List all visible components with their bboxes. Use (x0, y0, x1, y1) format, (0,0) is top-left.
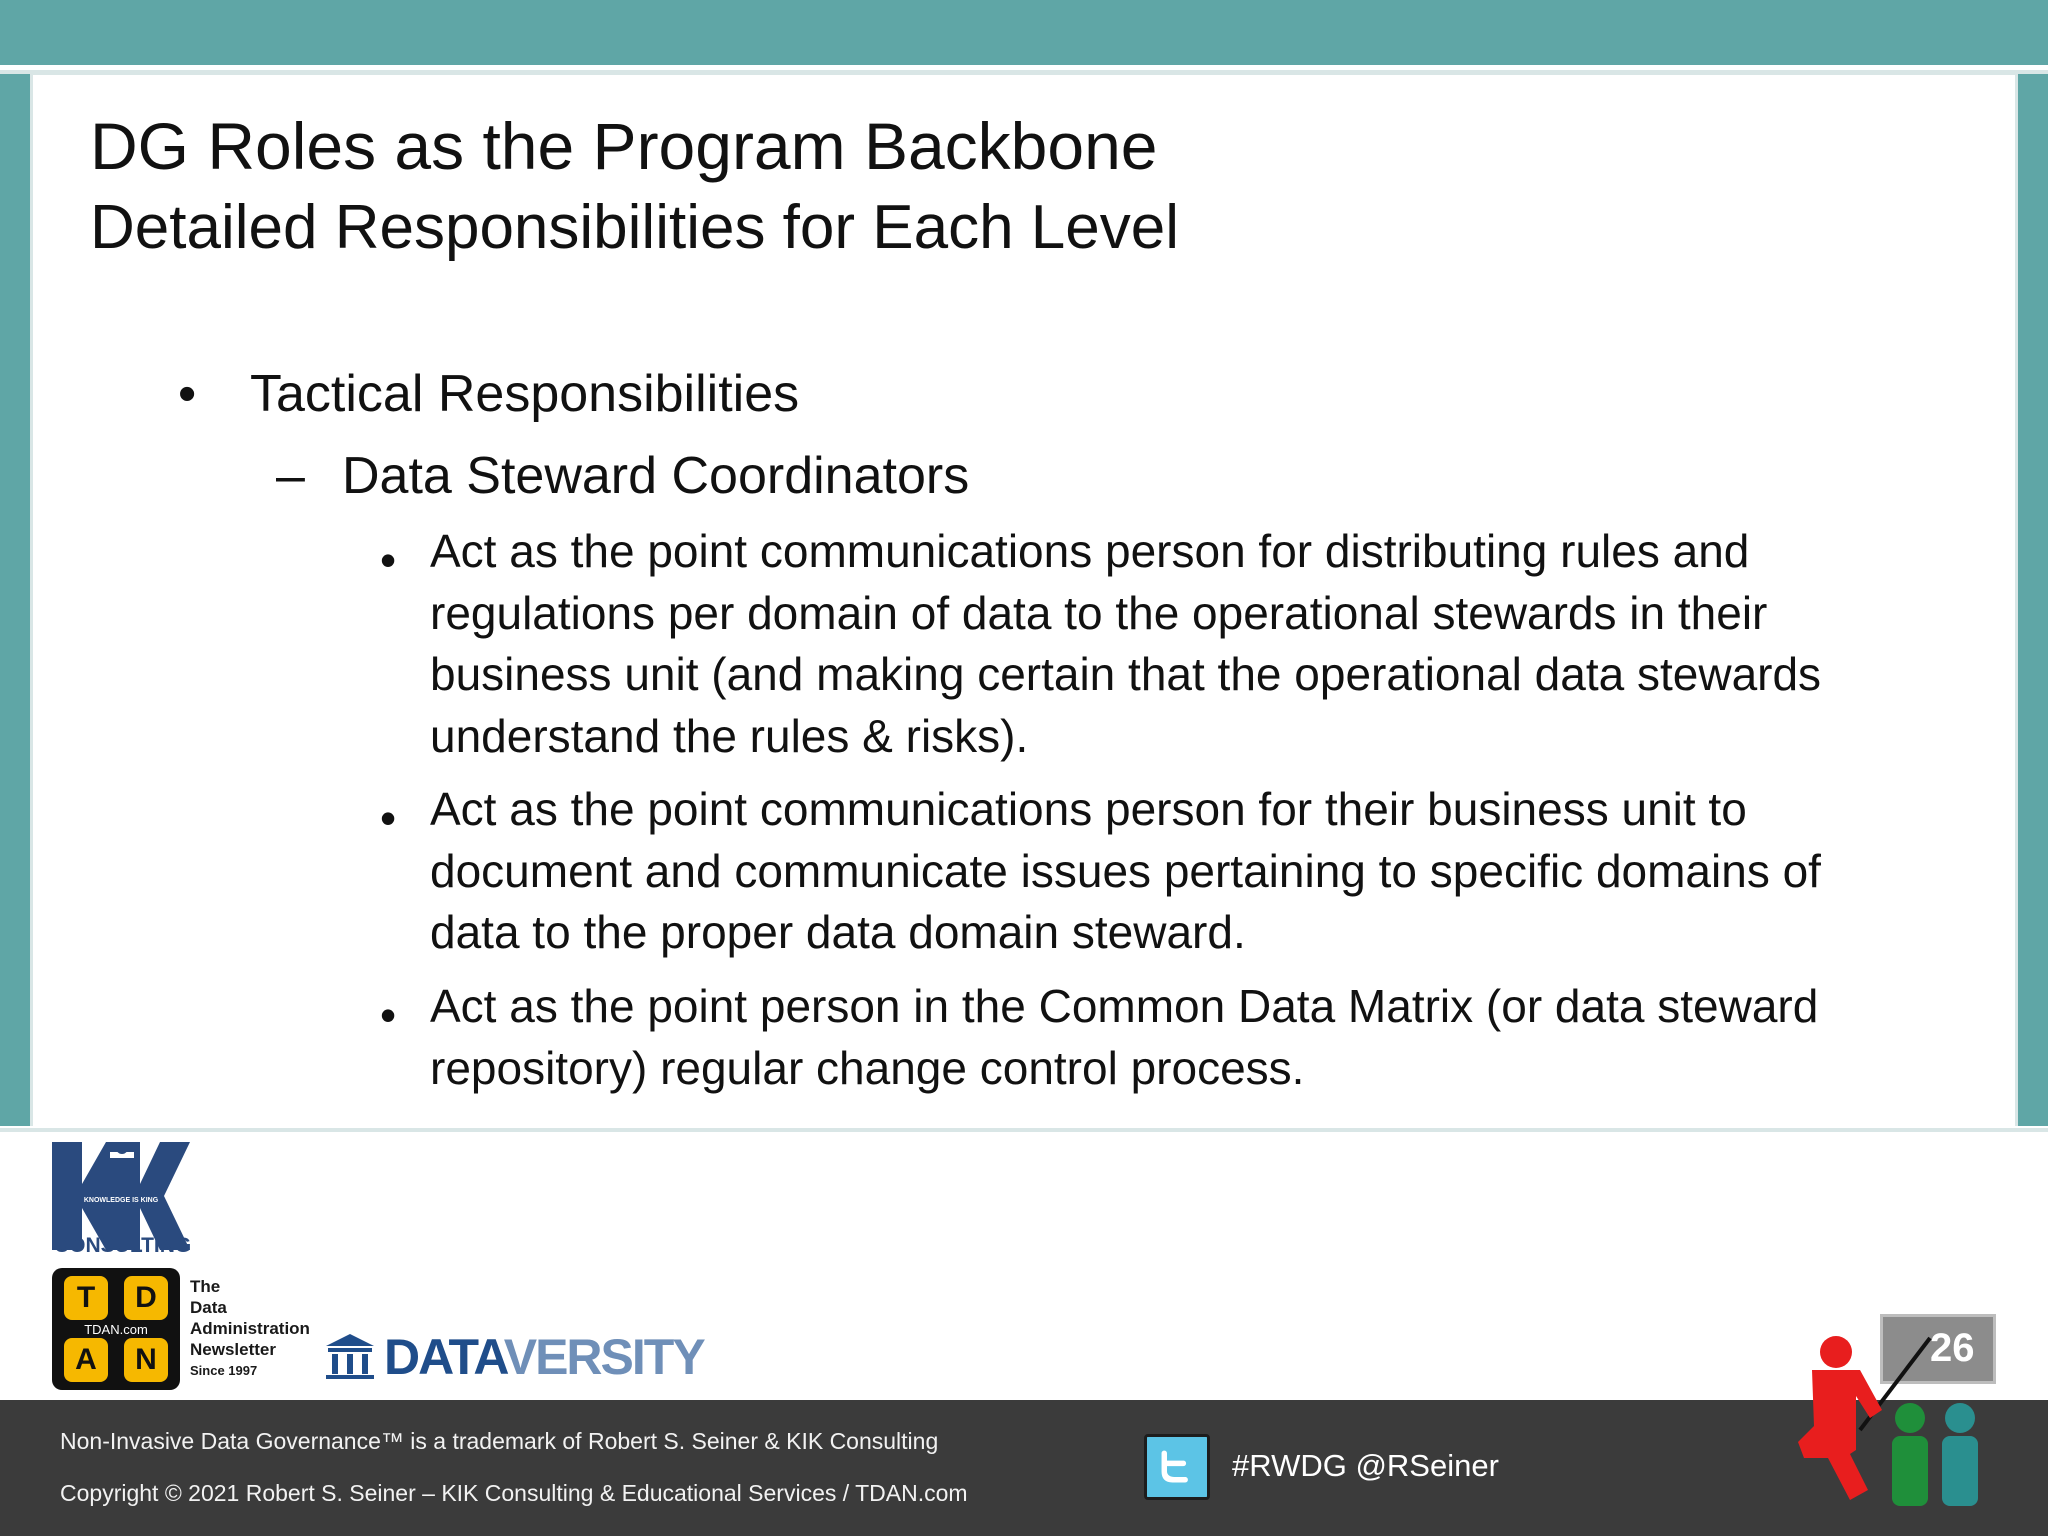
dataversity-building-icon (324, 1332, 376, 1380)
right-side-band (2015, 74, 2048, 1126)
page-number: 26 (1930, 1326, 1975, 1370)
bullet-dot-icon: • (178, 365, 197, 423)
slide-title: DG Roles as the Program Backbone (90, 109, 1158, 183)
level2-heading: Data Steward Coordinators (342, 447, 970, 505)
responsibility-item: Act as the point person in the Common Data Matrix (or data steward repository) regular change control process. (430, 980, 1819, 1094)
tdan-letter: D (124, 1276, 168, 1320)
top-band (0, 0, 2048, 65)
bullet-dot-icon: • (380, 989, 397, 1041)
responsibility-item: Act as the point communications person for distributing rules and regulations per domain of data to the operational stewards in their business unit (and making certain that the operational data stewards understand the rules & risks). (430, 525, 1822, 762)
bullet-dot-icon: • (380, 792, 397, 844)
tdan-letter: A (64, 1338, 108, 1382)
dataversity-logo: DATAVERSITY (384, 1329, 704, 1385)
kik-tagline: KNOWLEDGE IS KING (83, 1197, 159, 1204)
tdan-letter: T (64, 1276, 108, 1320)
tdan-letter: N (124, 1338, 168, 1382)
tdan-logo (52, 1268, 180, 1390)
level1-heading: Tactical Responsibilities (250, 365, 800, 423)
presenter-people-icon (1790, 1330, 2000, 1536)
copyright-notice: Copyright © 2021 Robert S. Seiner – KIK Consulting & Educational Services / TDAN.com (60, 1480, 968, 1506)
kik-consulting-label: CONSULTING (54, 1234, 192, 1257)
slide-subtitle: Detailed Responsibilities for Each Level (90, 193, 1180, 262)
twitter-handle: #RWDG @RSeiner (1232, 1448, 1499, 1483)
tdan-newsletter-text: The Data Administration Newsletter Since 1997 (190, 1277, 310, 1378)
trademark-notice: Non-Invasive Data Governance™ is a trademark of Robert S. Seiner & KIK Consulting (60, 1428, 939, 1454)
footer-bar (0, 1400, 2048, 1536)
twitter-icon (1144, 1434, 1210, 1500)
tdan-site: TDAN.com (84, 1322, 148, 1337)
bullet-dot-icon: • (380, 534, 397, 586)
left-side-band (0, 74, 33, 1126)
top-rule (0, 70, 2048, 75)
dash-icon: – (276, 447, 305, 505)
responsibility-item: Act as the point communications person for their business unit to document and communicate issues pertaining to specific domains of data to the proper data domain steward. (430, 783, 1821, 958)
content-bottom-rule (0, 1128, 2048, 1132)
